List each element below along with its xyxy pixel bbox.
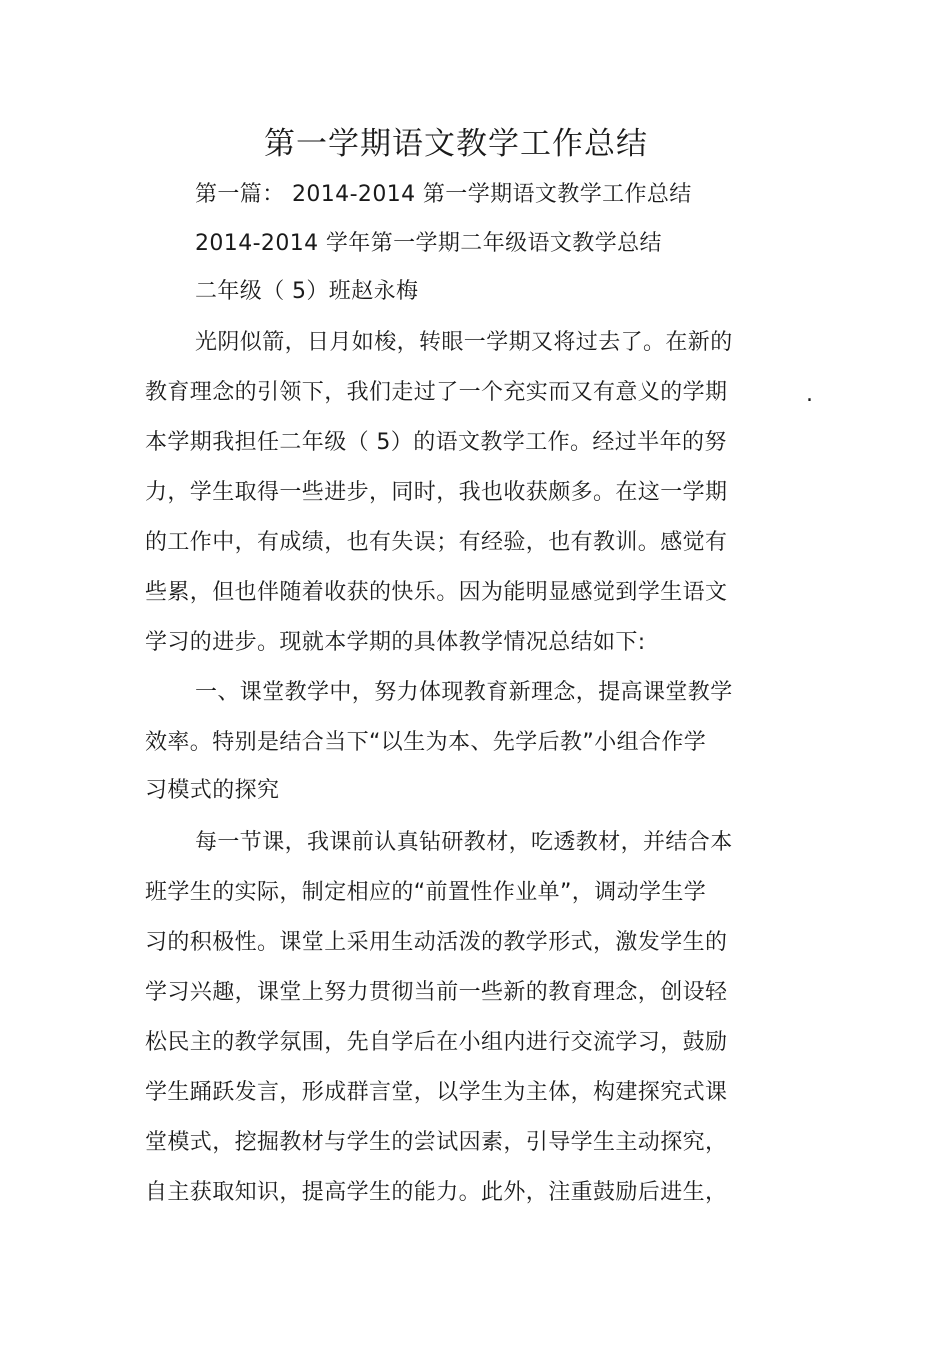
- body-line: 松民主的教学氛围，先自学后在小组内进行交流学习，鼓励: [145, 1030, 728, 1055]
- body-line: 效率。特别是结合当下“以生为本、先学后教”小组合作学: [145, 730, 707, 755]
- body-line: 光阴似箭，日月如梭，转眼一学期又将过去了。在新的: [195, 330, 733, 355]
- body-line: 教育理念的引领下，我们走过了一个充实而又有意义的学期: [145, 380, 728, 405]
- summary-title: 2014-2014 学年第一学期二年级语文教学总结: [195, 231, 662, 256]
- body-line: 堂模式，挖掘教材与学生的尝试因素，引导学生主动探究，: [145, 1130, 728, 1155]
- body-line: 的工作中，有成绩，也有失误；有经验，也有教训。感觉有: [145, 530, 728, 555]
- body-line: 学生踊跃发言，形成群言堂，以学生为主体，构建探究式课: [145, 1080, 728, 1105]
- body-line: 一、课堂教学中，努力体现教育新理念，提高课堂教学: [195, 680, 733, 705]
- body-line: 班学生的实际，制定相应的“前置性作业单”，调动学生学: [145, 880, 707, 905]
- body-line: 学习兴趣，课堂上努力贯彻当前一些新的教育理念，创设轻: [145, 980, 728, 1005]
- document-title: 第一学期语文教学工作总结: [264, 126, 648, 162]
- author-line: 二年级（ 5）班赵永梅: [195, 279, 419, 304]
- body-line: 习的积极性。课堂上采用生动活泼的教学形式，激发学生的: [145, 930, 728, 955]
- body-line: 些累，但也伴随着收获的快乐。因为能明显感觉到学生语文: [145, 580, 728, 605]
- body-line: 自主获取知识，提高学生的能力。此外，注重鼓励后进生，: [145, 1180, 728, 1205]
- stray-mark: .: [806, 382, 813, 407]
- subheading: 第一篇： 2014-2014 第一学期语文教学工作总结: [195, 182, 692, 207]
- body-line: 力，学生取得一些进步，同时，我也收获颇多。在这一学期: [145, 480, 728, 505]
- body-line: 本学期我担任二年级（ 5）的语文教学工作。经过半年的努: [145, 430, 727, 455]
- body-line: 学习的进步。现就本学期的具体教学情况总结如下:: [145, 630, 646, 655]
- body-line: 每一节课，我课前认真钻研教材，吃透教材，并结合本: [195, 830, 733, 855]
- body-line: 习模式的探究: [145, 778, 280, 803]
